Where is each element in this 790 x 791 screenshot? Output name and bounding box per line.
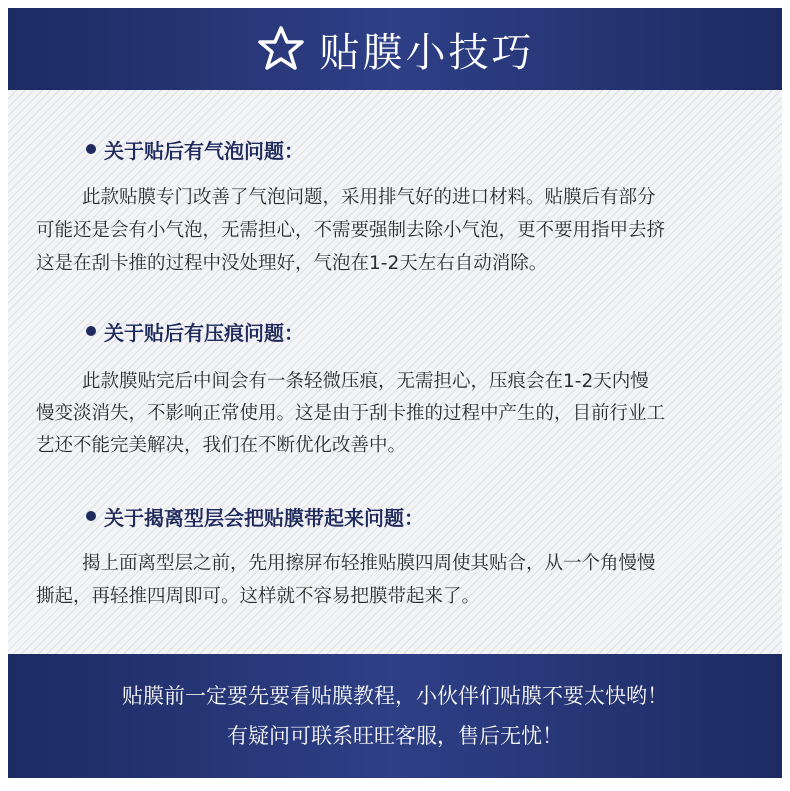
star-icon bbox=[256, 24, 306, 74]
body-line: 揭上面离型层之前，先用擦屏布轻推贴膜四周使其贴合，从一个角慢慢 bbox=[82, 553, 656, 574]
bullet-icon bbox=[86, 144, 96, 154]
section-title bbox=[86, 316, 304, 346]
body-line: 撕起，再轻推四周即可。这样就不容易把膜带起来了。 bbox=[36, 586, 481, 607]
body-line: 艺还不能完美解决，我们在不断优化改善中。 bbox=[36, 435, 407, 456]
bullet-icon bbox=[86, 511, 96, 521]
body-line: 此款膜贴完后中间会有一条轻微压痕，无需担心，压痕会在1-2天内慢 bbox=[82, 371, 649, 392]
page-title: 贴膜小技巧 bbox=[319, 29, 535, 76]
body-line: 这是在刮卡推的过程中没处理好，气泡在1-2天左右自动消除。 bbox=[36, 253, 548, 274]
section-title-text: 关于贴后有气泡问题： bbox=[104, 138, 304, 163]
footer-line-1: 贴膜前一定要先要看贴膜教程，小伙伴们贴膜不要太快哟！ bbox=[122, 684, 668, 708]
header-banner bbox=[8, 8, 782, 90]
section-title bbox=[86, 134, 304, 164]
section-title-text: 关于揭离型层会把贴膜带起来问题： bbox=[104, 505, 424, 530]
section-title-text: 关于贴后有压痕问题： bbox=[104, 320, 304, 345]
section-title bbox=[86, 501, 424, 531]
tips-content bbox=[8, 90, 782, 654]
body-line: 可能还是会有小气泡，无需担心，不需要强制去除小气泡，更不要用指甲去挤 bbox=[36, 220, 666, 241]
body-line: 此款贴膜专门改善了气泡问题，采用排气好的进口材料。贴膜后有部分 bbox=[82, 187, 656, 208]
bullet-icon bbox=[86, 326, 96, 336]
footer-line-2: 有疑问可联系旺旺客服，售后无忧！ bbox=[227, 724, 563, 748]
body-line: 慢变淡消失，不影响正常使用。这是由于刮卡推的过程中产生的，目前行业工 bbox=[36, 403, 666, 424]
footer-banner bbox=[8, 654, 782, 778]
